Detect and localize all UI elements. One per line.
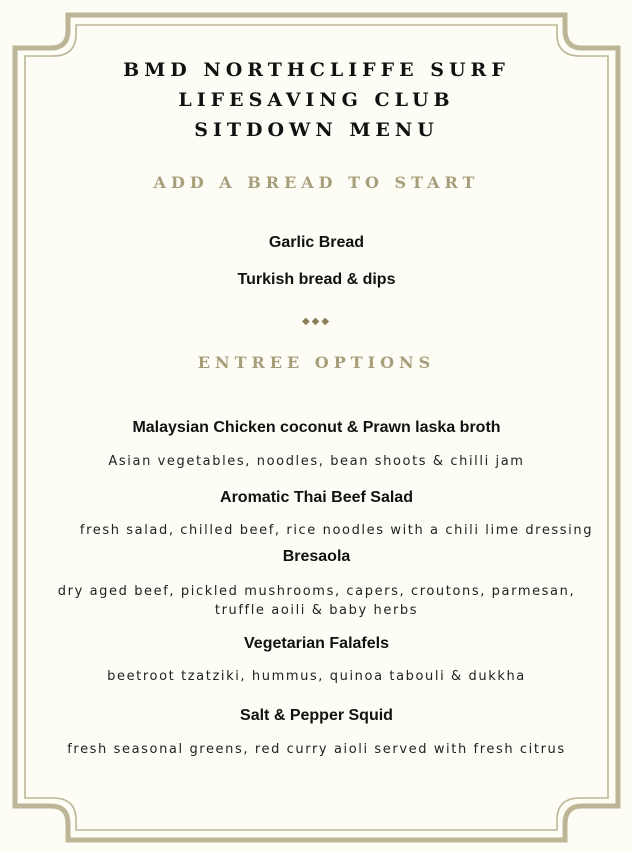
menu-item-garlic-bread: Garlic Bread (268, 234, 365, 251)
menu-title-line-1: BMD NORTHCLIFFE SURF (123, 59, 510, 81)
menu-item-laksa-description: Asian vegetables, noodles, bean shoots & chilli jam (108, 454, 525, 469)
menu-item-bresaola-description: dry aged beef, pickled mushrooms, capers, croutons, parmesan, truffle aoili & baby herbs (57, 584, 576, 618)
menu-item-bresaola: Bresaola (282, 548, 351, 565)
menu-item-laksa: Malaysian Chicken coconut & Prawn laska broth (132, 419, 501, 436)
menu-item-salt-pepper-squid-description: fresh seasonal greens, red curry aioli served with fresh citrus (67, 742, 566, 757)
menu-item-salt-pepper-squid: Salt & Pepper Squid (240, 707, 393, 724)
menu-item-turkish-bread: Turkish bread & dips (237, 271, 396, 288)
menu-item-thai-beef-salad: Aromatic Thai Beef Salad (220, 489, 413, 506)
section-heading-bread: ADD A BREAD TO START (153, 173, 480, 192)
menu-item-vegetarian-falafels: Vegetarian Falafels (244, 635, 389, 652)
diamond-divider-icon: ◆◆◆ (301, 316, 332, 327)
menu-item-vegetarian-falafels-description: beetroot tzatziki, hummus, quinoa tabouli & dukkha (107, 669, 526, 684)
menu-title-line-2: LIFESAVING CLUB (178, 89, 455, 111)
section-heading-entree: ENTREE OPTIONS (197, 353, 436, 372)
menu-item-thai-beef-salad-description: fresh salad, chilled beef, rice noodles with a chili lime dressing (79, 523, 594, 538)
menu-title-line-3: SITDOWN MENU (194, 119, 439, 141)
